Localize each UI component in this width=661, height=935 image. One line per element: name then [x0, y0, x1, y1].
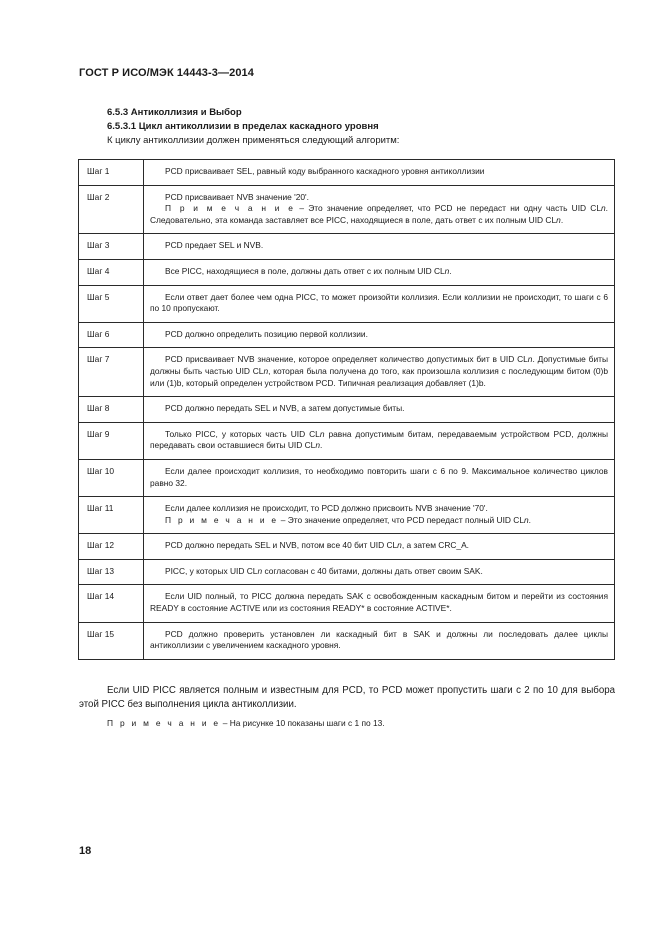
step-description: PCD предает SEL и NVB.: [144, 234, 615, 260]
step-description: PCD должно передать SEL и NVB, потом все 40 бит UID CLn, а затем CRC_A.: [144, 534, 615, 560]
step-label: Шаг 8: [79, 397, 144, 423]
table-row: [79, 160, 615, 186]
step-label: Шаг 5: [79, 285, 144, 322]
table-row: [79, 497, 615, 534]
table-row: [79, 259, 615, 285]
step-label: Шаг 4: [79, 259, 144, 285]
table-row: [79, 397, 615, 423]
table-row: [79, 559, 615, 585]
step-label: Шаг 15: [79, 622, 144, 659]
step-label: Шаг 13: [79, 559, 144, 585]
table-row: [79, 185, 615, 234]
table-row: [79, 285, 615, 322]
step-description: PCD должно проверить установлен ли каскадный бит в SAK и должны ли последовать далее циклы антиколлизии с увеличением каскадного уровня.: [144, 622, 615, 659]
algorithm-steps-table: [78, 159, 615, 660]
step-description: PICC, у которых UID CLn согласован с 40 битами, должны дать ответ своим SAK.: [144, 559, 615, 585]
step-label: Шаг 3: [79, 234, 144, 260]
final-note: П р и м е ч а н и е – На рисунке 10 показаны шаги с 1 по 13.: [107, 718, 385, 728]
step-description: Только PICC, у которых часть UID CLn равна допустимым битам, передаваемым устройством PCD, должны передавать свои оставшиеся биты UID CLn.: [144, 422, 615, 459]
step-description: PCD присваивает NVB значение '20'. П р и м е ч а н и е – Это значение определяет, что PCD не передаст ни одну часть UID CLn. Следовательно, эта команда заставляет все PICC, находящиеся в поле, дать ответ с их полным UID CLn.: [144, 185, 615, 234]
step-description: Если ответ дает более чем одна PICC, то может произойти коллизия. Если коллизии не происходит, то шаги с 6 по 10 пропускают.: [144, 285, 615, 322]
step-note: П р и м е ч а н и е – Это значение определяет, что PCD не передаст ни одну часть UID CLn. Следовательно, эта команда заставляет все PICC, находящиеся в поле, дать ответ с их полным UID CLn.: [150, 203, 608, 225]
step-description: PCD должно определить позицию первой коллизии.: [144, 322, 615, 348]
step-label: Шаг 10: [79, 459, 144, 496]
step-description: PCD присваивает NVB значение, которое определяет количество допустимых бит в UID CLn. Допустимые биты должны быть частью UID CLn, которая была получена до того, как произошла коллизия с последующим битом (0)b или (1)b, который определен устройством PCD. Типичная реализация добавляет (1)b.: [144, 348, 615, 397]
step-description: Все PICC, находящиеся в поле, должны дать ответ с их полным UID CLn.: [144, 259, 615, 285]
table-row: [79, 459, 615, 496]
page-number: 18: [79, 845, 92, 857]
step-label: Шаг 1: [79, 160, 144, 186]
table-row: [79, 622, 615, 659]
step-description: Если далее коллизия не происходит, то PCD должно присвоить NVB значение '70'. П р и м е ч а н и е – Это значение определяет, что PCD передаст полный UID CLn.: [144, 497, 615, 534]
step-description: PCD должно передать SEL и NVB, а затем допустимые биты.: [144, 397, 615, 423]
step-description: Если UID полный, то PICC должна передать SAK с освобожденным каскадным битом и перейти из состояния READY в состояние ACTIVE или из состояния READY* в состояние ACTIVE*.: [144, 585, 615, 622]
intro-text: К циклу антиколлизии должен применяться следующий алгоритм:: [107, 135, 400, 146]
step-label: Шаг 6: [79, 322, 144, 348]
table-row: [79, 585, 615, 622]
step-label: Шаг 14: [79, 585, 144, 622]
step-description: Если далее происходит коллизия, то необходимо повторить шаги с 6 по 9. Максимальное количество циклов равно 32.: [144, 459, 615, 496]
step-label: Шаг 11: [79, 497, 144, 534]
step-label: Шаг 12: [79, 534, 144, 560]
step-label: Шаг 2: [79, 185, 144, 234]
step-note: П р и м е ч а н и е – Это значение определяет, что PCD передаст полный UID CLn.: [165, 514, 531, 525]
section-heading: 6.5.3 Антиколлизия и Выбор: [107, 107, 242, 118]
table-row: [79, 348, 615, 397]
table-row: [79, 534, 615, 560]
table-row: [79, 234, 615, 260]
table-row: [79, 422, 615, 459]
step-description: PCD присваивает SEL, равный коду выбранного каскадного уровня антиколлизии: [144, 160, 615, 186]
step-label: Шаг 7: [79, 348, 144, 397]
body-paragraph: Если UID PICC является полным и известным для PCD, то PCD может пропустить шаги с 2 по 10 для выбора этой PICC без выполнения цикла антиколлизии.: [79, 685, 615, 710]
table-row: [79, 322, 615, 348]
subsection-heading: 6.5.3.1 Цикл антиколлизии в пределах каскадного уровня: [107, 121, 379, 132]
document-header: ГОСТ Р ИСО/МЭК 14443-3—2014: [79, 67, 254, 79]
step-label: Шаг 9: [79, 422, 144, 459]
